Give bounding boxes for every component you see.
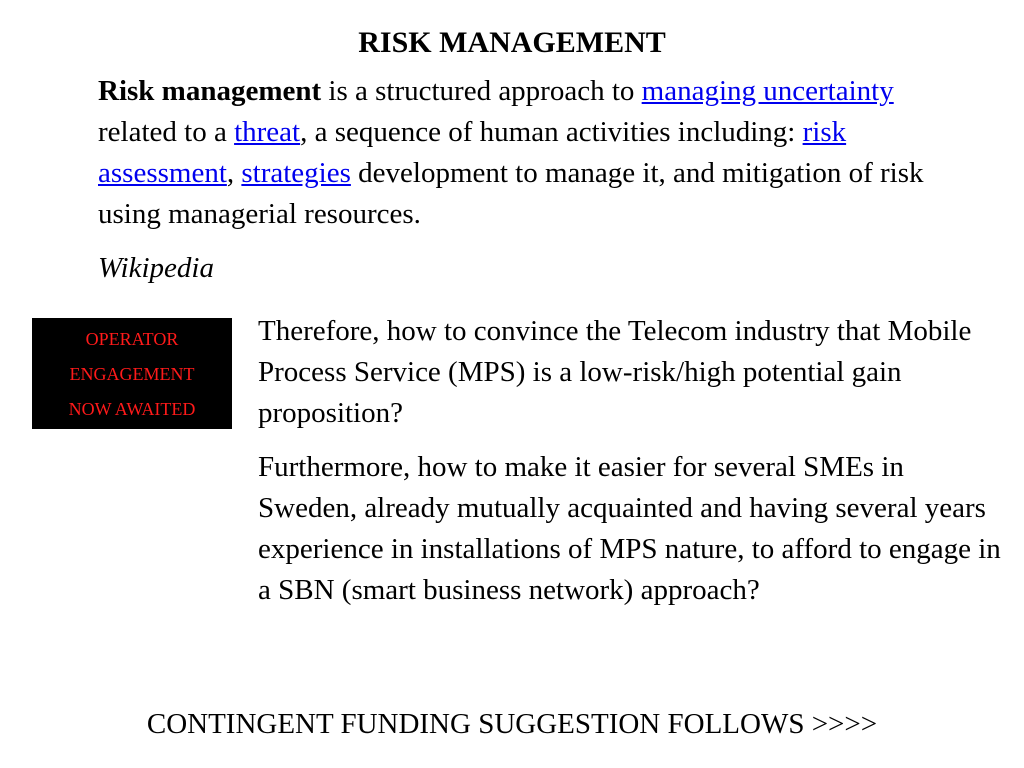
telecom-question-paragraph: Therefore, how to convince the Telecom industry that Mobile Process Service (MPS) is a low-risk/high potential gain proposition? (258, 315, 972, 429)
definition-text: is a structured approach to (321, 75, 642, 107)
definition-paragraph (98, 71, 948, 235)
definition-text: related to a (98, 116, 235, 148)
threat-link[interactable]: threat (234, 116, 301, 148)
source-attribution: Wikipedia (98, 252, 214, 284)
sme-question-paragraph: Furthermore, how to make it easier for several SMEs in Sweden, already mutually acquainted and having several years experience in installations of MPS nature, to afford to engage in a SBN (smart business network) approach? (258, 451, 1001, 606)
strategies-link[interactable]: strategies (241, 157, 351, 189)
status-line: OPERATOR (85, 329, 179, 349)
definition-text: development to manage it, and mitigation of risk using managerial resources. (98, 157, 924, 230)
funding-footer-note: CONTINGENT FUNDING SUGGESTION FOLLOWS >>>> (146, 708, 878, 740)
risk-assessment-link[interactable]: risk assessment (98, 116, 847, 189)
page-title: RISK MANAGEMENT (358, 26, 666, 59)
operator-status-box (32, 318, 232, 429)
status-line: NOW AWAITED (68, 399, 196, 419)
managing-uncertainty-link[interactable]: managing uncertainty (641, 75, 894, 107)
status-line: ENGAGEMENT (69, 364, 195, 384)
definition-term: Risk management (98, 75, 322, 107)
definition-text: , (226, 157, 242, 189)
definition-text: , a sequence of human activities including: (300, 116, 803, 148)
